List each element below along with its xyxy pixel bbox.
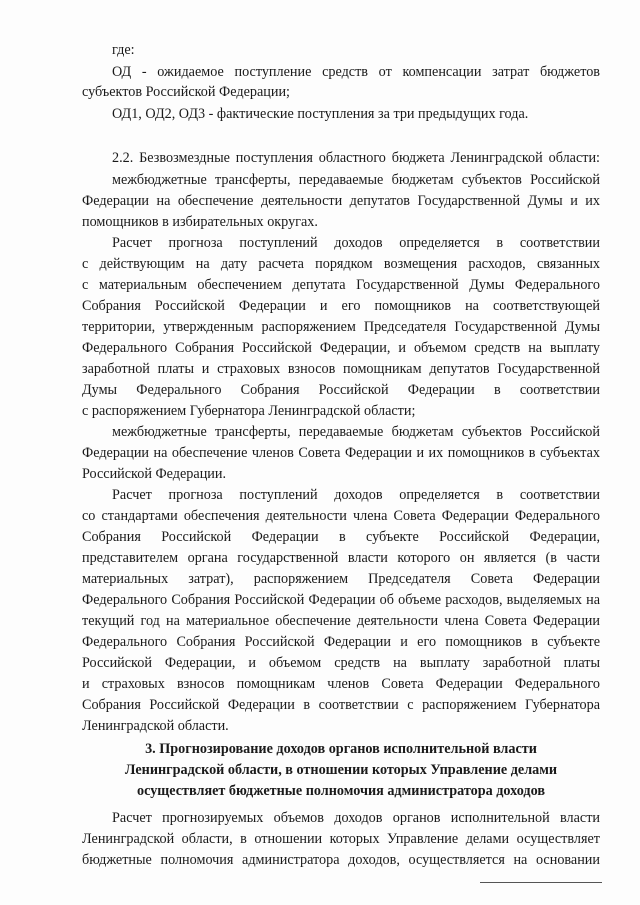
text-line: представителем органа государственной власти которого он является (в части (82, 550, 600, 566)
text-line: Собрания Российской Федерации в субъекте Российской Федерации, (82, 529, 600, 545)
section-heading-line: 3. Прогнозирование доходов органов исполнительной власти (145, 741, 537, 757)
text-line: Расчет прогноза поступлений доходов определяется в соответствии (112, 487, 600, 503)
text-line: 2.2. Безвозмездные поступления областного бюджета Ленинградской области: (112, 150, 600, 166)
text-line: территории, утвержденным распоряжением Председателя Государственной Думы (82, 319, 600, 335)
text-line: со стандартами обеспечения деятельности члена Совета Федерации Федерального (82, 508, 600, 524)
text-line: Ленинградской области, в отношении которых Управление делами осуществляет (82, 831, 600, 847)
text-line: Федерального Собрания Российской Федерации, и объемом средств на выплату (82, 340, 600, 356)
text-line: заработной платы и страховых взносов помощникам депутатов Государственной (82, 361, 600, 377)
text-line: и страховых взносов помощникам членов Совета Федерации Федерального (82, 676, 600, 692)
section-heading-line: Ленинградской области, в отношении которых Управление делами (124, 762, 558, 778)
text-line: Расчет прогнозируемых объемов доходов органов исполнительной власти (112, 810, 600, 826)
text-line: Российской Федерации. (82, 466, 227, 482)
footer-divider (480, 882, 602, 883)
text-line: Федерации на обеспечение деятельности депутатов Государственной Думы и их (82, 193, 600, 209)
text-line: межбюджетные трансферты, передаваемые бюджетам субъектов Российской (112, 424, 600, 440)
text-line: ОД - ожидаемое поступление средств от компенсации затрат бюджетов (112, 64, 600, 80)
text-line: Федерации на обеспечение членов Совета Федерации и их помощников в субъектах (82, 445, 600, 461)
text-line: Расчет прогноза поступлений доходов определяется в соответствии (112, 235, 600, 251)
text-line: текущий год на материальное обеспечение деятельности члена Совета Федерации (82, 613, 600, 629)
text-line: Собрания Российской Федерации в соответствии с распоряжением Губернатора (82, 697, 600, 713)
text-line: Федерального Собрания Российской Федерации и его помощников в субъекте (82, 634, 600, 650)
text-line: ОД1, ОД2, ОД3 - фактические поступления за три предыдущих года. (112, 106, 529, 122)
text-line: где: (112, 42, 135, 58)
text-line: помощников в избирательных округах. (82, 214, 318, 230)
text-line: материальных затрат), распоряжением Председателя Совета Федерации (82, 571, 600, 587)
text-line: с распоряжением Губернатора Ленинградской области; (82, 403, 416, 419)
text-line: субъектов Российской Федерации; (82, 84, 290, 100)
text-line: с действующим на дату расчета порядком возмещения расходов, связанных (82, 256, 600, 272)
text-line: Ленинградской области. (82, 718, 229, 734)
text-line: Российской Федерации, и объемом средств на выплату заработной платы (82, 655, 600, 671)
text-line: межбюджетные трансферты, передаваемые бюджетам субъектов Российской (112, 172, 600, 188)
text-line: Собрания Российской Федерации и его помощников на соответствующей (82, 298, 600, 314)
text-line: с материальным обеспечением депутата Государственной Думы Федерального (82, 277, 600, 293)
text-line: Думы Федерального Собрания Российской Федерации в соответствии (82, 382, 600, 398)
text-line: Федерального Собрания Российской Федерации об объеме расходов, выделяемых на (82, 592, 600, 608)
text-line: бюджетные полномочия администратора доходов, осуществляется на основании (82, 852, 600, 868)
section-heading-line: осуществляет бюджетные полномочия администратора доходов (137, 783, 545, 799)
